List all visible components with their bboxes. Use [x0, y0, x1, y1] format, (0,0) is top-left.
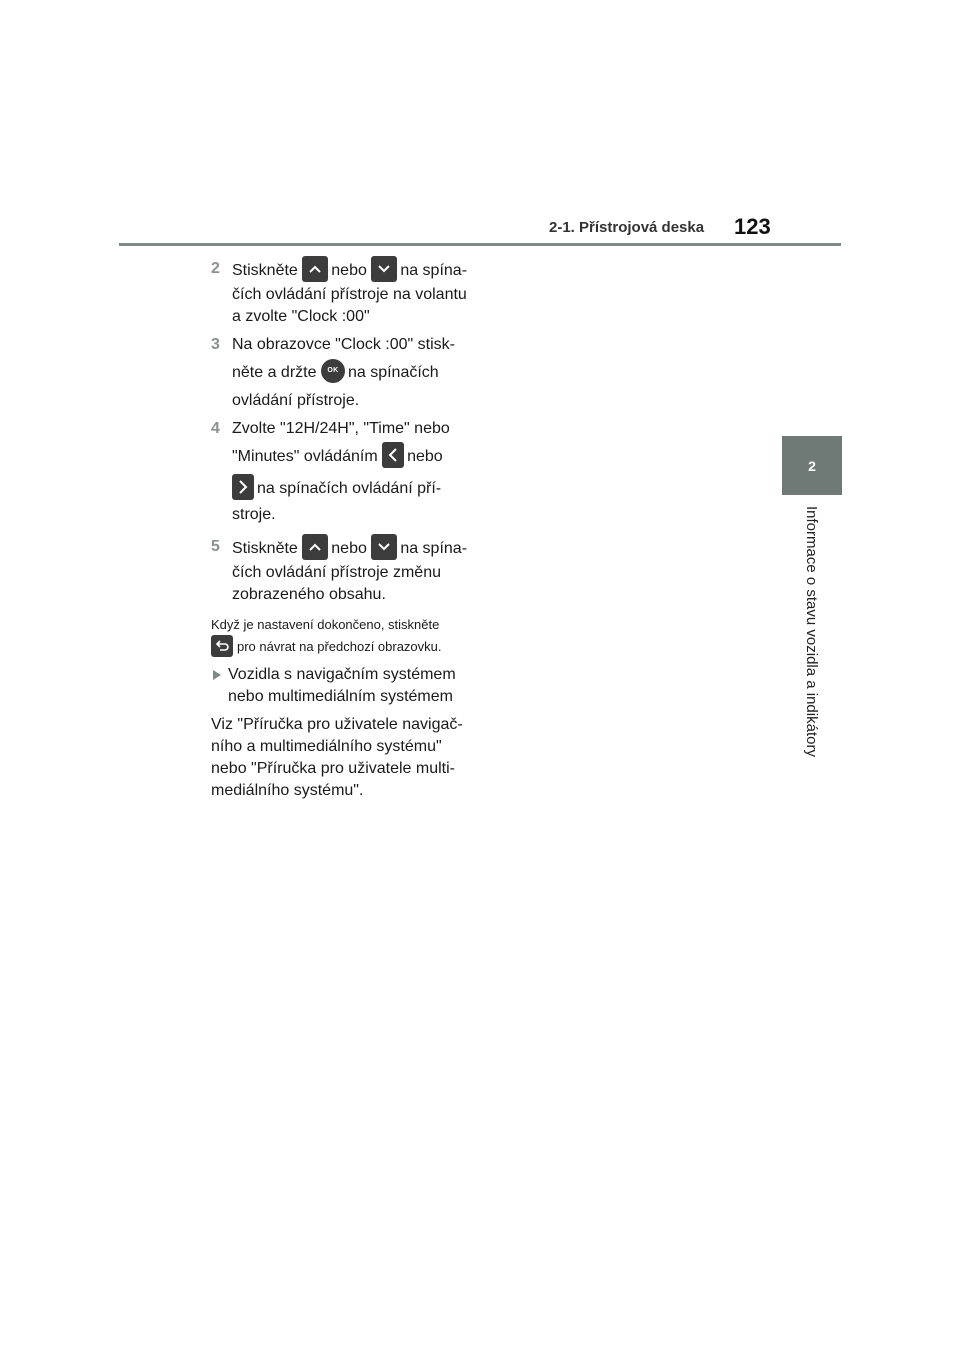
back-arrow-icon — [211, 635, 233, 657]
step-number: 3 — [211, 336, 220, 353]
step-text: zobrazeného obsahu. — [232, 586, 386, 603]
step-number: 5 — [211, 538, 220, 555]
bullet-text: nebo multimediálním systémem — [228, 688, 453, 705]
chapter-title: Informace o stavu vozidla a indikátory — [803, 506, 820, 757]
note-text: pro návrat na předchozí obrazovku. — [237, 639, 442, 654]
step-text: "Minutes" ovládáním — [232, 448, 378, 465]
condition-bullet — [211, 664, 473, 708]
step-text: něte a držte — [232, 364, 317, 381]
step-text: na spínačích ovládání pří- — [257, 480, 442, 497]
chapter-tab[interactable] — [782, 436, 842, 495]
reference-text: Viz "Příručka pro uživatele navigač- — [211, 716, 463, 733]
step-text: na spína- — [400, 262, 468, 279]
chevron-down-icon — [371, 534, 397, 560]
ok-label: OK — [327, 367, 339, 375]
step-text: čích ovládání přístroje změnu — [232, 564, 441, 581]
step-text: ovládání přístroje. — [232, 392, 360, 409]
step-text: na spína- — [400, 540, 468, 557]
step-text: nebo — [407, 448, 443, 465]
section-title: 2-1. Přístrojová deska — [549, 219, 705, 236]
step-text: Na obrazovce "Clock :00" stisk- — [232, 336, 455, 353]
reference-paragraph — [211, 714, 473, 802]
step-text: na spínačích — [347, 364, 439, 381]
header-divider — [119, 243, 841, 246]
step-3 — [211, 334, 473, 412]
step-text: a zvolte "Clock :00" — [232, 308, 370, 325]
chevron-left-icon — [382, 442, 404, 468]
chapter-number: 2 — [808, 457, 816, 474]
step-text: Zvolte "12H/24H", "Time" nebo — [232, 420, 450, 437]
step-5 — [211, 536, 473, 606]
reference-text: nebo "Příručka pro uživatele multi- — [211, 760, 456, 777]
bullet-text: Vozidla s navigačním systémem — [228, 666, 456, 683]
step-text: Stiskněte — [232, 262, 298, 279]
step-text: stroje. — [232, 506, 276, 523]
chevron-down-icon — [371, 256, 397, 282]
step-number: 4 — [211, 420, 220, 437]
chevron-up-icon — [302, 534, 328, 560]
step-number: 2 — [211, 260, 220, 277]
note-text: Když je nastavení dokončeno, stiskněte — [211, 617, 440, 632]
reference-text: mediálního systému". — [211, 782, 364, 799]
triangle-bullet-icon — [213, 670, 221, 680]
chevron-right-icon — [232, 474, 254, 500]
note — [211, 614, 473, 658]
step-text: nebo — [331, 262, 367, 279]
step-text: čích ovládání přístroje na volantu — [232, 286, 467, 303]
ok-button-icon — [321, 359, 345, 383]
step-2 — [211, 258, 473, 328]
page-content — [211, 258, 473, 802]
step-4 — [211, 418, 473, 526]
page-number: 123 — [734, 214, 771, 239]
step-text: Stiskněte — [232, 540, 298, 557]
step-text: nebo — [331, 540, 367, 557]
reference-text: ního a multimediálního systému" — [211, 738, 442, 755]
chevron-up-icon — [302, 256, 328, 282]
